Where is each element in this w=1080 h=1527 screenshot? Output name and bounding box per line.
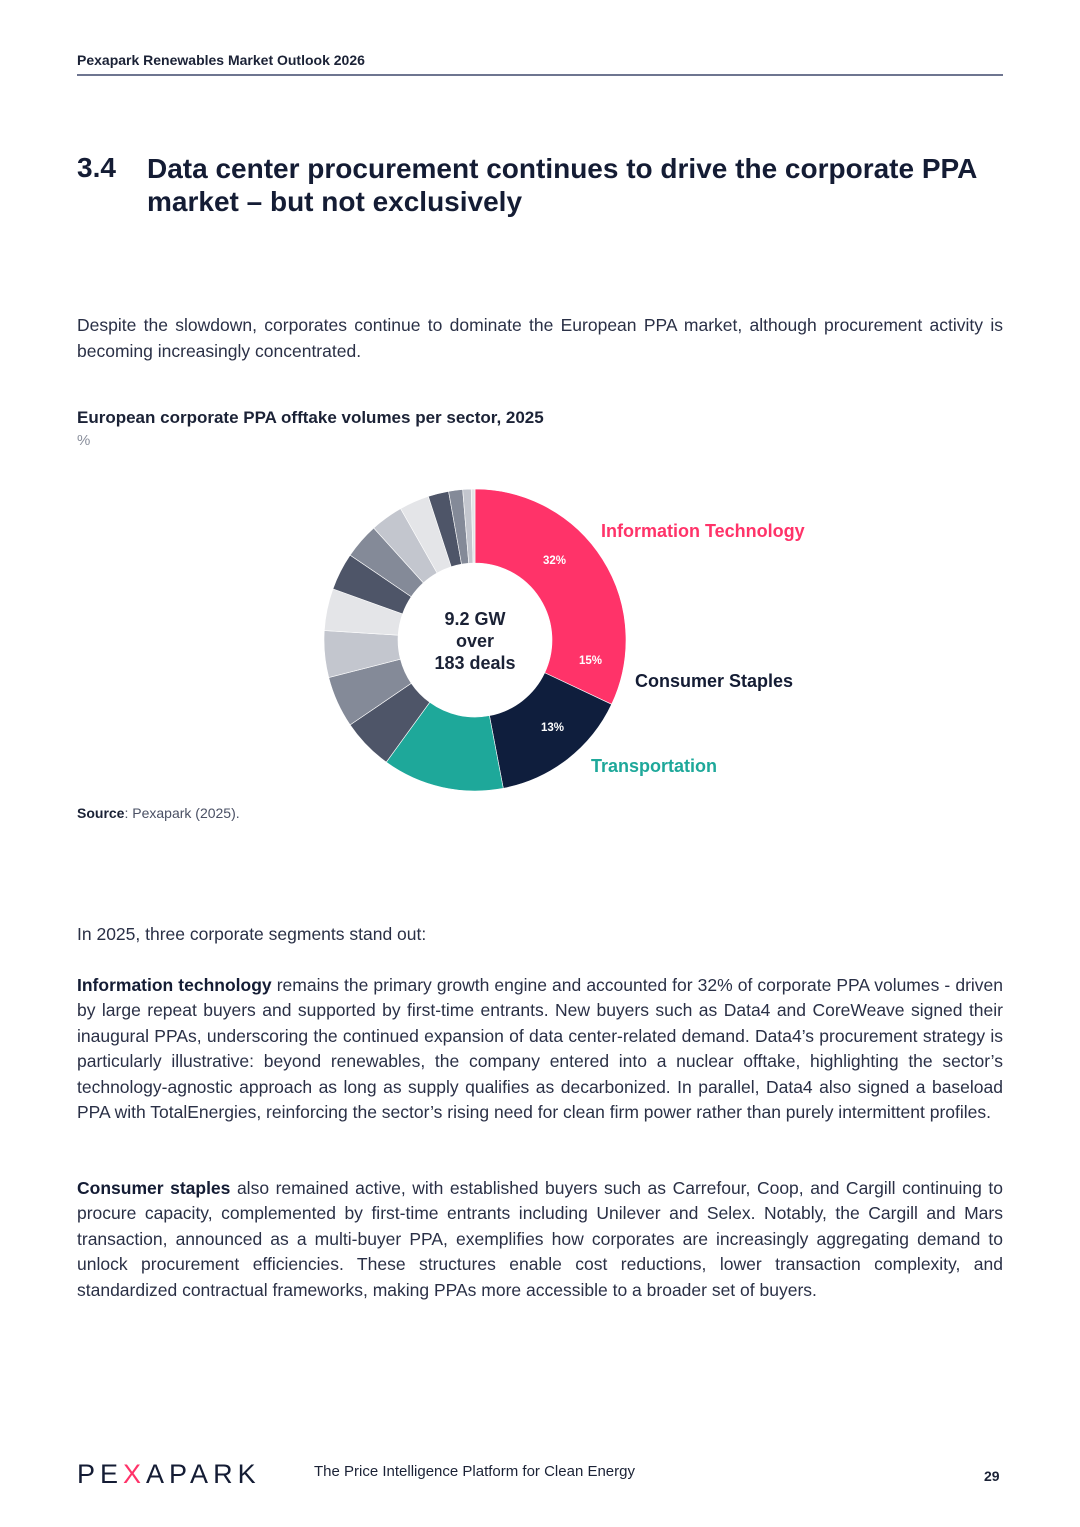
- source-label: Source: [77, 805, 125, 821]
- center-deals: 183 deals: [434, 653, 516, 673]
- chart-unit: %: [77, 432, 91, 449]
- pexapark-logo: PEXAPARK: [77, 1459, 261, 1489]
- report-title: Pexapark Renewables Market Outlook 2026: [77, 52, 365, 68]
- chart-source: [77, 805, 240, 821]
- it-percent-label: 32%: [543, 555, 567, 567]
- it-sector-label: Information Technology: [601, 521, 805, 541]
- tr-percent-label: 13%: [541, 722, 565, 734]
- body-paragraph-cs: [77, 1176, 1003, 1303]
- center-over: over: [455, 631, 495, 651]
- cs-sector-label: Consumer Staples: [635, 671, 794, 691]
- intro-paragraph: Despite the slowdown, corporates continue to dominate the European PPA market, although procurement activity is becoming increasingly concentrated.: [77, 315, 1003, 361]
- cs-heading: Consumer staples: [77, 1178, 231, 1198]
- cs-percent-label: 15%: [579, 655, 603, 667]
- center-total: 9.2 GW: [444, 609, 506, 629]
- body-paragraph-it: [77, 973, 1003, 1125]
- section-title: Data center procurement continues to drive the corporate PPA market – but not exclusively: [147, 153, 977, 217]
- section-number: 3.4: [77, 152, 116, 183]
- source-text: : Pexapark (2025).: [124, 805, 240, 821]
- donut-center-label: [405, 608, 545, 674]
- page-number: 29: [984, 1468, 1000, 1484]
- header-divider: [77, 74, 1003, 76]
- body-lead: In 2025, three corporate segments stand out:: [77, 924, 427, 944]
- footer-tagline: The Price Intelligence Platform for Clean Energy: [314, 1463, 635, 1480]
- cs-text: also remained active, with established buyers such as Carrefour, Coop, and Cargill continuing to procure capacity, complemented by first-time entrants including Unilever and Selex. Notably, the Cargill and Mars transaction, announced as a multi-buyer PPA, exemplifies how corporates are increasingly aggregating demand to unlock procurement efficiencies. These structures enable cost reductions, lower transaction complexity, and standardized contractual frameworks, making PPAs more accessible to a broader set of buyers.: [77, 1178, 1004, 1300]
- tr-sector-label: Transportation: [591, 756, 718, 776]
- it-text: remains the primary growth engine and accounted for 32% of corporate PPA volumes - driven by large repeat buyers and supported by first-time entrants. New buyers such as Data4 and CoreWeave signed their inaugural PPAs, underscoring the continued expansion of data center-related demand. Data4’s procurement strategy is particularly illustrative: beyond renewables, the company entered into a nuclear offtake, highlighting the sector’s technology-agnostic approach as long as supply qualifies as decarbonized. In parallel, Data4 also signed a baseload PPA with TotalEnergies, reinforcing the sector’s rising need for clean firm power rather than purely intermittent profiles.: [77, 975, 1003, 1123]
- it-heading: Information technology: [77, 975, 272, 995]
- chart-title: European corporate PPA offtake volumes per sector, 2025: [77, 408, 544, 427]
